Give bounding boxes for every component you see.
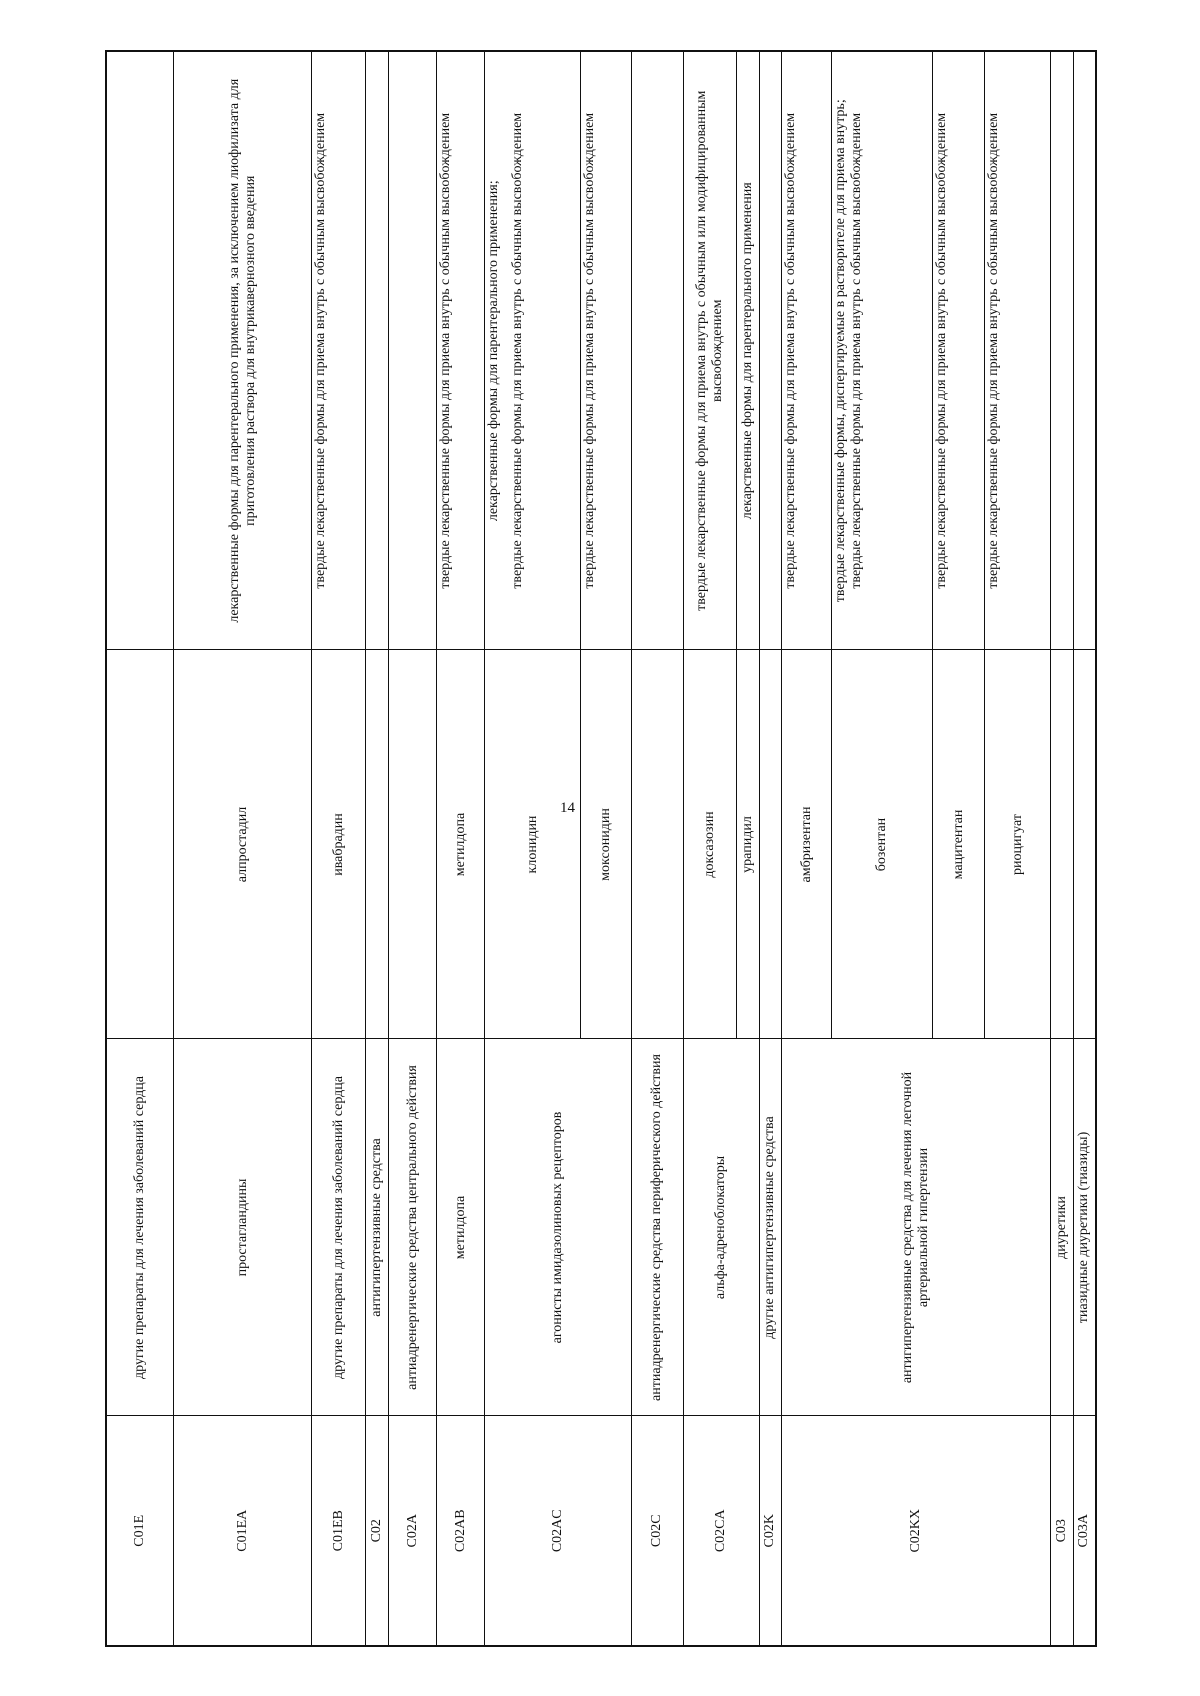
table-row (311, 51, 365, 1646)
table-row (1073, 51, 1096, 1646)
dosage-form: твердые лекарственные формы для приема внутрь с обычным высвобождением (311, 51, 365, 650)
dosage-form-line: твердые лекарственные формы для приема внутрь с обычным высвобождением (849, 112, 865, 589)
drug-name (1051, 650, 1074, 1039)
group-name: агонисты имидазолиновых рецепторов (485, 1039, 632, 1416)
drug-name: моксонидин (580, 650, 631, 1039)
drug-name: мацитентан (933, 650, 985, 1039)
dosage-form (388, 51, 436, 650)
group-name: тиазидные диуретики (тиазиды) (1073, 1039, 1096, 1416)
table-row (683, 51, 736, 1646)
atc-code: C02 (366, 1416, 389, 1646)
drug-name (366, 650, 389, 1039)
drug-name: клонидин (485, 650, 581, 1039)
atc-code: C02KX (782, 1416, 1051, 1646)
dosage-form-line: лекарственные формы для парентерального применения; (486, 180, 502, 522)
dosage-form (832, 51, 933, 650)
group-name: антиадренергические средства центрального действия (388, 1039, 436, 1416)
group-name: антигипертензивные средства для лечения легочной артериальной гипертензии (782, 1039, 1051, 1416)
atc-code: C01EB (311, 1416, 365, 1646)
atc-code: C01E (106, 1416, 174, 1646)
drug-name: метилдопа (437, 650, 485, 1039)
drug-name: риоцигуат (985, 650, 1051, 1039)
table-row (485, 51, 581, 1646)
table-row (759, 51, 782, 1646)
table-row (437, 51, 485, 1646)
dosage-form: твердые лекарственные формы для приема внутрь с обычным высвобождением (933, 51, 985, 650)
group-name: другие препараты для лечения заболеваний сердца (106, 1039, 174, 1416)
drug-name: амбризентан (782, 650, 832, 1039)
atc-code: C02K (759, 1416, 782, 1646)
group-name: простагландины (174, 1039, 312, 1416)
group-name: альфа-адреноблокаторы (683, 1039, 759, 1416)
dosage-form-line: твердые лекарственные формы для приема внутрь с обычным высвобождением (510, 112, 526, 589)
atc-code: C02AB (437, 1416, 485, 1646)
group-name: метилдопа (437, 1039, 485, 1416)
dosage-form: твердые лекарственные формы для приема внутрь с обычным высвобождением (985, 51, 1051, 650)
group-name: антигипертензивные средства (366, 1039, 389, 1416)
drug-name (759, 650, 782, 1039)
drug-name (388, 650, 436, 1039)
atc-code: C02A (388, 1416, 436, 1646)
drug-name: доксазозин (683, 650, 736, 1039)
dosage-form: твердые лекарственные формы для приема внутрь с обычным высвобождением (437, 51, 485, 650)
drug-name (1073, 650, 1096, 1039)
dosage-form (1073, 51, 1096, 650)
drug-name (106, 650, 174, 1039)
table-row (1051, 51, 1074, 1646)
dosage-form (106, 51, 174, 650)
dosage-form: твердые лекарственные формы для приема внутрь с обычным высвобождением (580, 51, 631, 650)
atc-code: C03A (1073, 1416, 1096, 1646)
dosage-form (1051, 51, 1074, 650)
drug-name: ивабрадин (311, 650, 365, 1039)
table-row (366, 51, 389, 1646)
atc-code: C02C (632, 1416, 683, 1646)
dosage-form: лекарственные формы для парентерального применения (736, 51, 759, 650)
line-gap (502, 56, 510, 646)
table-row (106, 51, 174, 1646)
drug-name: алпростадил (174, 650, 312, 1039)
atc-code: C02CA (683, 1416, 759, 1646)
dosage-form: лекарственные формы для парентерального применения, за исключением лиофилизата для приготовления раствора для внутрикавернозного введения (174, 51, 312, 650)
atc-code: C02AC (485, 1416, 632, 1646)
table-row (632, 51, 683, 1646)
drug-table (105, 50, 1097, 1647)
page-number: 14 (560, 800, 575, 816)
table-row (782, 51, 832, 1646)
table-row (174, 51, 312, 1646)
dosage-form (632, 51, 683, 650)
dosage-form-line: твердые лекарственные формы, диспергируемые в растворителе для приема внутрь; (833, 99, 849, 603)
group-name: антиадренергические средства периферического действия (632, 1039, 683, 1416)
atc-code: C01EA (174, 1416, 312, 1646)
dosage-form: твердые лекарственные формы для приема внутрь с обычным высвобождением (782, 51, 832, 650)
drug-name (632, 650, 683, 1039)
group-name: диуретики (1051, 1039, 1074, 1416)
dosage-form (485, 51, 581, 650)
dosage-form (366, 51, 389, 650)
dosage-form: твердые лекарственные формы для приема внутрь с обычным или модифицированным высвобождением (683, 51, 736, 650)
group-name: другие антигипертензивные средства (759, 1039, 782, 1416)
atc-code: C03 (1051, 1416, 1074, 1646)
table-row (388, 51, 436, 1646)
rotated-page (105, 52, 1097, 1647)
dosage-form (759, 51, 782, 650)
group-name: другие препараты для лечения заболеваний сердца (311, 1039, 365, 1416)
drug-name: бозентан (832, 650, 933, 1039)
drug-name: урапидил (736, 650, 759, 1039)
